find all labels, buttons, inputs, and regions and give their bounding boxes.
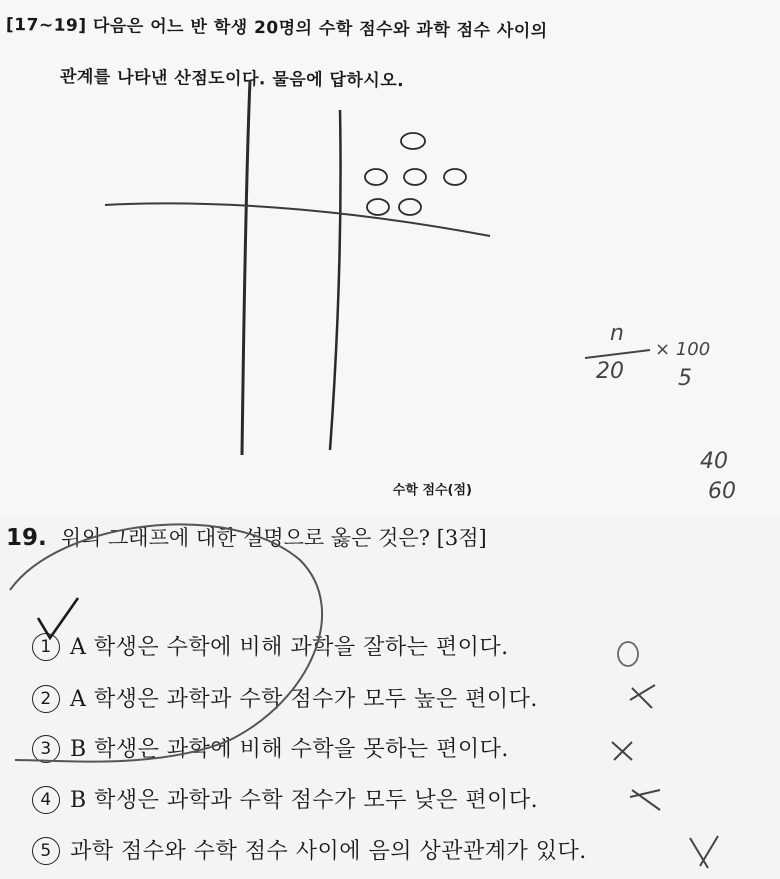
note-60: 60	[708, 479, 736, 504]
choice-text-5: 과학 점수와 수학 점수 사이에 음의 상관관계가 있다.	[70, 839, 587, 864]
intro-line-1: [17~19] 다음은 어느 반 학생 20명의 수학 점수와 과학 점수 사이의	[5, 15, 548, 42]
intro-line-2: 관계를 나타낸 산점도이다. 물음에 답하시오.	[59, 67, 405, 92]
choice-text-4: B 학생은 과학과 수학 점수가 모두 낮은 편이다.	[70, 788, 539, 813]
x-axis-label: 수학 점수(점)	[392, 483, 472, 498]
choice-3[interactable]	[32, 732, 509, 763]
fraction-five: 5	[678, 366, 692, 391]
choice-text-3: B 학생은 과학에 비해 수학을 못하는 편이다.	[70, 737, 509, 762]
choice-number-3: 3	[32, 735, 60, 763]
choice-number-2: 2	[32, 685, 60, 713]
question-title	[6, 522, 487, 552]
fraction-multiplier: × 100	[655, 339, 711, 360]
choice-4[interactable]	[32, 783, 538, 814]
note-40: 40	[700, 449, 728, 474]
fraction-numerator: n	[610, 321, 624, 346]
choice-5[interactable]	[32, 834, 587, 865]
question-number: 19.	[6, 525, 47, 551]
question-text: 위의 그래프에 대한 설명으로 옳은 것은? [3점]	[60, 526, 487, 550]
choice-number-4: 4	[32, 786, 60, 814]
choice-2[interactable]	[32, 682, 538, 713]
choice-number-5: 5	[32, 837, 60, 865]
fraction-denominator: 20	[596, 359, 624, 384]
choice-text-2: A 학생은 과학과 수학 점수가 모두 높은 편이다.	[70, 687, 538, 712]
choice-number-1: 1	[32, 633, 60, 661]
choice-1[interactable]	[32, 630, 509, 661]
choice-text-1: A 학생은 수학에 비해 과학을 잘하는 편이다.	[70, 635, 509, 660]
